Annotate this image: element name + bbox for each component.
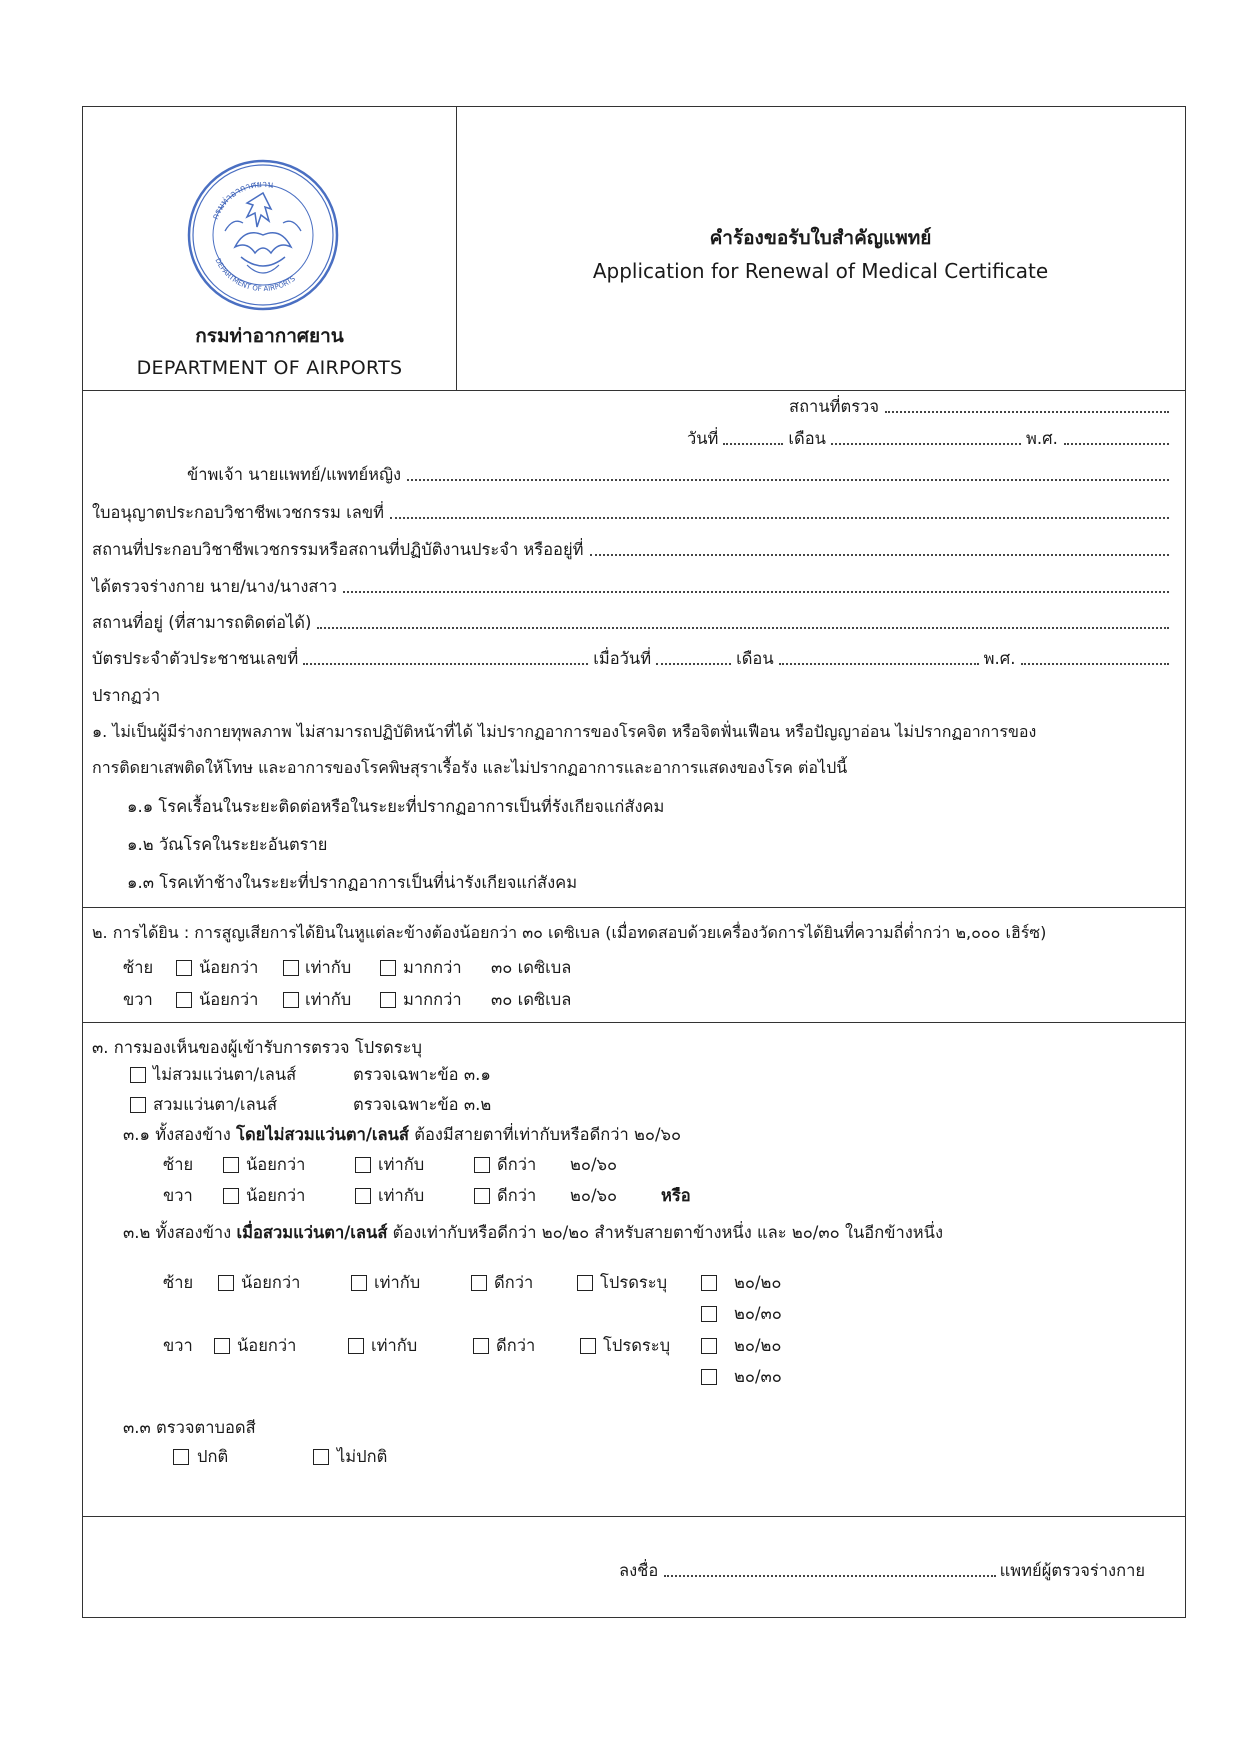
s31-right-less-checkbox[interactable] (223, 1188, 239, 1204)
address-field[interactable] (317, 627, 1169, 629)
color-abnormal-checkbox[interactable] (313, 1449, 329, 1465)
address-row (92, 612, 1173, 634)
hearing-left-less-checkbox[interactable] (176, 960, 192, 976)
section-applicant-info (83, 390, 1185, 908)
license-row (92, 502, 1173, 524)
s31-right-label: ขวา (163, 1186, 193, 1205)
practice-place-row (92, 539, 1173, 561)
exam-place-label: สถานที่ตรวจ (789, 397, 879, 416)
s32-left-less-checkbox[interactable] (218, 1275, 234, 1291)
s32-left-2030-checkbox[interactable] (701, 1306, 717, 1322)
date-label: วันที่ (687, 429, 719, 448)
s32-right-specify-label: โปรดระบุ (603, 1336, 671, 1355)
s32-right-specify-checkbox[interactable] (580, 1338, 596, 1354)
s31-right-value: ๒๐/๖๐ (570, 1186, 618, 1205)
year-label: พ.ศ. (1025, 429, 1058, 448)
application-form (82, 106, 1186, 1618)
hearing-left-less-label: น้อยกว่า (199, 958, 259, 977)
hearing-title: ๒. การได้ยิน : การสูญเสียการได้ยินในหูแต่ละข้างต้องน้อยกว่า ๓๐ เดซิเบล (เมื่อทดสอบด้วยเครื่องวัดการได้ยินที่ความถี่ต่ำกว่า ๒,๐๐๐ เฮิร์ซ) (92, 923, 1047, 942)
month-label: เดือน (788, 429, 826, 448)
s31-or-label: หรือ (661, 1186, 691, 1205)
appears-label: ปรากฏว่า (92, 686, 161, 705)
no-glasses-checkbox[interactable] (130, 1067, 146, 1083)
s31-left-value: ๒๐/๖๐ (570, 1155, 618, 1174)
hearing-left-value: ๓๐ เดซิเบล (491, 958, 572, 977)
hearing-left-equal-checkbox[interactable] (283, 960, 299, 976)
color-normal-checkbox[interactable] (173, 1449, 189, 1465)
signature-label: ลงชื่อ (619, 1561, 659, 1580)
hearing-left-label: ซ้าย (123, 958, 154, 977)
s31-left-label: ซ้าย (163, 1155, 194, 1174)
practice-place-field[interactable] (590, 554, 1169, 556)
section-hearing (83, 908, 1185, 1023)
form-title-th: คำร้องขอรับใบสำคัญแพทย์ (709, 227, 932, 249)
hearing-right-less-label: น้อยกว่า (199, 990, 259, 1009)
hearing-left-more-label: มากกว่า (403, 958, 462, 977)
section-signature (83, 1517, 1185, 1617)
s32-left-2020-label: ๒๐/๒๐ (734, 1273, 782, 1292)
s32-prefix: ๓.๒ ทั้งสองข้าง (123, 1223, 232, 1242)
hearing-left-equal-label: เท่ากับ (305, 958, 352, 977)
form-title-en: Application for Renewal of Medical Certificate (592, 259, 1049, 283)
s32-left-specify-checkbox[interactable] (577, 1275, 593, 1291)
license-number-field[interactable] (390, 517, 1169, 519)
examinee-label: ได้ตรวจร่างกาย นาย/นาง/นางสาว (92, 577, 338, 596)
no-glasses-label: ไม่สวมแว่นตา/เลนส์ (153, 1065, 297, 1084)
form-header (83, 107, 1185, 391)
s31-left-less-label: น้อยกว่า (246, 1155, 306, 1174)
id-card-row (92, 648, 1173, 670)
s31-right-equal-checkbox[interactable] (355, 1188, 371, 1204)
s31-right-less-label: น้อยกว่า (246, 1186, 306, 1205)
id-card-label: บัตรประจำตัวประชาชนเลขที่ (92, 649, 299, 668)
signature-row (619, 1560, 1145, 1582)
year-field[interactable] (1064, 443, 1169, 445)
hearing-right-more-checkbox[interactable] (380, 992, 396, 1008)
s32-right-less-label: น้อยกว่า (237, 1336, 297, 1355)
exam-place-field[interactable] (885, 411, 1169, 413)
doctor-label: ข้าพเจ้า นายแพทย์/แพทย์หญิง (187, 465, 402, 484)
s32-left-equal-checkbox[interactable] (351, 1275, 367, 1291)
s32-left-better-checkbox[interactable] (471, 1275, 487, 1291)
s32-left-specify-label: โปรดระบุ (600, 1273, 668, 1292)
s32-right-label: ขวา (163, 1336, 193, 1355)
s33-heading: ๓.๓ ตรวจตาบอดสี (123, 1418, 256, 1437)
hearing-right-more-label: มากกว่า (403, 990, 462, 1009)
s32-right-better-label: ดีกว่า (496, 1336, 536, 1355)
hearing-right-equal-label: เท่ากับ (305, 990, 352, 1009)
s31-prefix: ๓.๑ ทั้งสองข้าง (123, 1125, 231, 1144)
date-row (687, 428, 1173, 450)
hearing-left-more-checkbox[interactable] (380, 960, 396, 976)
svg-text:กรมท่าอากาศยาน: กรมท่าอากาศยาน (210, 179, 275, 222)
s31-right-equal-label: เท่ากับ (378, 1186, 425, 1205)
address-label: สถานที่อยู่ (ที่สามารถติดต่อได้) (92, 613, 312, 632)
examinee-name-field[interactable] (343, 591, 1169, 593)
s31-bold: โดยไม่สวมแว่นตา/เลนส์ (236, 1125, 409, 1144)
s32-right-equal-checkbox[interactable] (348, 1338, 364, 1354)
s32-right-2020-checkbox[interactable] (701, 1338, 717, 1354)
s31-heading (123, 1124, 681, 1146)
hearing-right-value: ๓๐ เดซิเบล (491, 990, 572, 1009)
issue-day-field[interactable] (656, 663, 731, 665)
s31-left-better-checkbox[interactable] (474, 1157, 490, 1173)
color-normal-label: ปกติ (197, 1447, 229, 1466)
no-glasses-note: ตรวจเฉพาะข้อ ๓.๑ (353, 1065, 491, 1084)
s32-bold: เมื่อสวมแว่นตา/เลนส์ (236, 1223, 388, 1242)
s32-heading (123, 1222, 943, 1244)
s32-suffix: ต้องเท่ากับหรือดีกว่า ๒๐/๒๐ สำหรับสายตาข้างหนึ่ง และ ๒๐/๓๐ ในอีกข้างหนึ่ง (392, 1223, 944, 1242)
section1-item1: ๑.๑ โรคเรื้อนในระยะติดต่อหรือในระยะที่ปรากฏอาการเป็นที่รังเกียจแก่สังคม (127, 797, 665, 816)
s32-right-equal-label: เท่ากับ (371, 1336, 418, 1355)
section1-item3: ๑.๓ โรคเท้าช้างในระยะที่ปรากฏอาการเป็นที่น่ารังเกียจแก่สังคม (127, 873, 578, 892)
issue-month-label: เดือน (736, 649, 774, 668)
s31-left-equal-label: เท่ากับ (378, 1155, 425, 1174)
issue-month-field[interactable] (779, 663, 979, 665)
glasses-label: สวมแว่นตา/เลนส์ (153, 1095, 278, 1114)
examinee-row (92, 576, 1173, 598)
glasses-note: ตรวจเฉพาะข้อ ๓.๒ (353, 1095, 492, 1114)
s32-left-2020-checkbox[interactable] (701, 1275, 717, 1291)
license-label: ใบอนุญาตประกอบวิชาชีพเวชกรรม เลขที่ (92, 503, 384, 522)
section-vision (83, 1023, 1185, 1517)
logo-cell (83, 107, 457, 390)
id-card-field[interactable] (303, 663, 588, 665)
signature-role: แพทย์ผู้ตรวจร่างกาย (999, 1561, 1145, 1580)
s31-right-better-label: ดีกว่า (497, 1186, 537, 1205)
s32-right-better-checkbox[interactable] (473, 1338, 489, 1354)
s32-right-2030-checkbox[interactable] (701, 1369, 717, 1385)
issue-year-field[interactable] (1021, 663, 1169, 665)
hearing-right-equal-checkbox[interactable] (283, 992, 299, 1008)
exam-place-row (789, 396, 1173, 418)
s32-right-2030-label: ๒๐/๓๐ (734, 1367, 782, 1386)
issue-date-label: เมื่อวันที่ (593, 649, 652, 668)
s32-right-less-checkbox[interactable] (214, 1338, 230, 1354)
day-field[interactable] (723, 443, 783, 445)
month-field[interactable] (831, 443, 1021, 445)
department-seal-logo (185, 157, 341, 313)
s32-right-2020-label: ๒๐/๒๐ (734, 1336, 782, 1355)
s31-left-less-checkbox[interactable] (223, 1157, 239, 1173)
signature-field[interactable] (664, 1575, 995, 1577)
color-abnormal-label: ไม่ปกติ (337, 1447, 388, 1466)
practice-place-label: สถานที่ประกอบวิชาชีพเวชกรรมหรือสถานที่ปฏิบัติงานประจำ หรืออยู่ที่ (92, 540, 584, 559)
section1-line1: ๑. ไม่เป็นผู้มีร่างกายทุพลภาพ ไม่สามารถปฏิบัติหน้าที่ได้ ไม่ปรากฏอาการของโรคจิต หรือจิตฟั่นเฟือน หรือปัญญาอ่อน ไม่ปรากฏอาการของ (92, 722, 1037, 741)
glasses-checkbox[interactable] (130, 1097, 146, 1113)
svg-text:DEPARTMENT OF AIRPORTS: DEPARTMENT OF AIRPORTS (213, 256, 297, 294)
s32-left-2030-label: ๒๐/๓๐ (734, 1304, 782, 1323)
s32-left-better-label: ดีกว่า (494, 1273, 534, 1292)
s32-left-equal-label: เท่ากับ (374, 1273, 421, 1292)
org-name-en: DEPARTMENT OF AIRPORTS (136, 357, 403, 379)
hearing-right-less-checkbox[interactable] (176, 992, 192, 1008)
issue-year-label: พ.ศ. (983, 649, 1016, 668)
hearing-right-label: ขวา (123, 990, 153, 1009)
s31-suffix: ต้องมีสายตาที่เท่ากับหรือดีกว่า ๒๐/๖๐ (414, 1125, 682, 1144)
s31-left-better-label: ดีกว่า (497, 1155, 537, 1174)
doctor-row (187, 464, 1173, 486)
s32-left-label: ซ้าย (163, 1273, 194, 1292)
vision-title: ๓. การมองเห็นของผู้เข้ารับการตรวจ โปรดระบุ (92, 1038, 422, 1057)
s32-left-less-label: น้อยกว่า (241, 1273, 301, 1292)
s31-left-equal-checkbox[interactable] (355, 1157, 371, 1173)
s31-right-better-checkbox[interactable] (474, 1188, 490, 1204)
section1-item2: ๑.๒ วัณโรคในระยะอันตราย (127, 835, 328, 854)
section1-line2: การติดยาเสพติดให้โทษ และอาการของโรคพิษสุราเรื้อรัง และไม่ปรากฏอาการและอาการแสดงของโรค ต่อไปนี้ (92, 758, 848, 777)
doctor-name-field[interactable] (407, 479, 1169, 481)
org-name-th: กรมท่าอากาศยาน (195, 325, 344, 347)
